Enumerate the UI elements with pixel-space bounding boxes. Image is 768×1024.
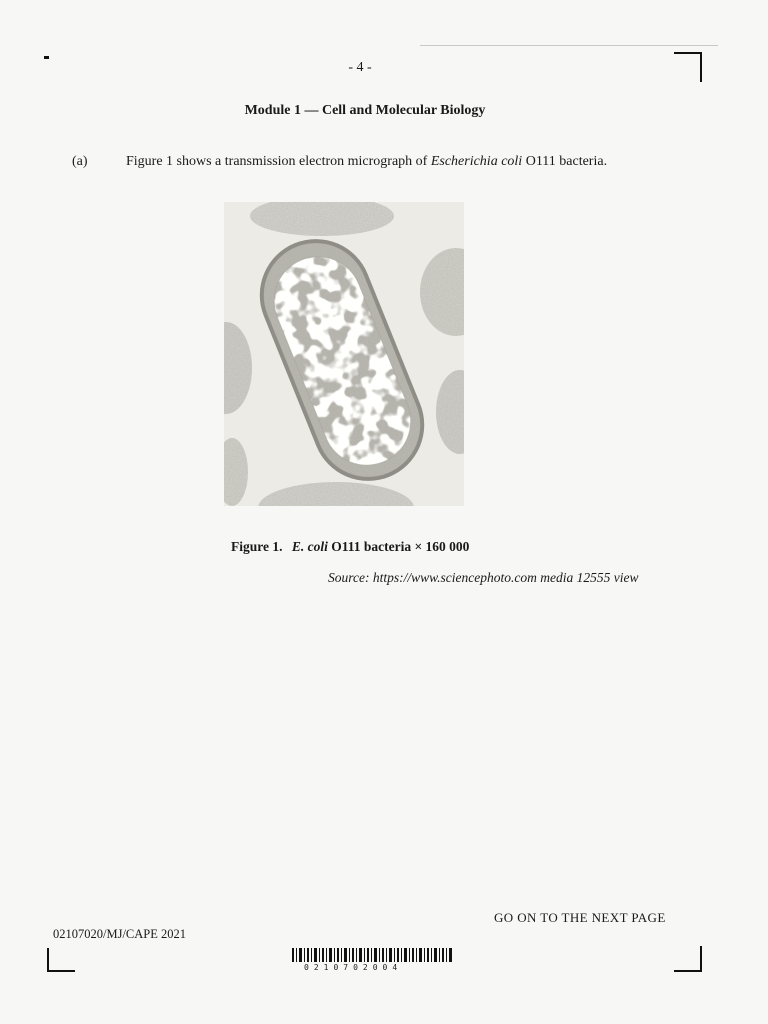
corner-mark-bottom-left [47,948,75,972]
question-text [126,154,706,170]
figure-source [328,570,638,586]
micrograph-image [224,202,464,506]
module-title: Module 1 — Cell and Molecular Biology [244,103,486,118]
caption-label: Figure 1. [231,539,283,554]
paper-code: 02107020/MJ/CAPE 2021 [53,927,187,941]
caption-text: O111 bacteria × 160 000 [331,539,470,554]
page-number: - 4 - [348,60,372,75]
corner-mark-top-right [674,52,702,82]
question-species: Escherichia coli [430,154,523,169]
registration-dot [44,56,49,59]
question-text-before: Figure 1 shows a transmission electron micrograph of [126,154,428,169]
source-label: Source: [328,570,370,585]
corner-mark-bottom-right [674,946,702,972]
top-rule [420,45,718,46]
figure-caption [231,539,469,555]
question-label: (a) [72,154,88,169]
source-url: https://www.sciencephoto.com media 12555 view [372,570,639,585]
question-text-after: O111 bacteria. [525,154,608,169]
barcode-digits: 0210702004 [304,963,403,972]
caption-species: E. coli [291,539,328,554]
go-on-notice: GO ON TO THE NEXT PAGE [494,910,666,925]
